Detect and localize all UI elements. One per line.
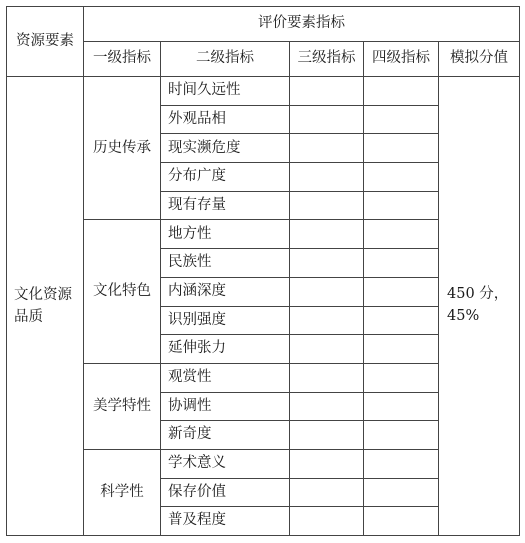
level3-cell bbox=[290, 77, 364, 106]
header-level2: 二级指标 bbox=[161, 42, 290, 77]
level2-item: 识别强度 bbox=[161, 306, 290, 335]
level2-item: 普及程度 bbox=[161, 507, 290, 536]
level2-item: 分布广度 bbox=[161, 163, 290, 192]
header-evaluation-indicators: 评价要素指标 bbox=[84, 7, 520, 42]
level4-cell bbox=[364, 392, 439, 421]
level4-cell bbox=[364, 306, 439, 335]
level4-cell bbox=[364, 77, 439, 106]
level3-cell bbox=[290, 220, 364, 249]
level3-cell bbox=[290, 277, 364, 306]
score-line1: 450 分， bbox=[447, 286, 509, 303]
level1-history: 历史传承 bbox=[84, 77, 161, 220]
level1-science: 科学性 bbox=[84, 449, 161, 535]
level4-cell bbox=[364, 421, 439, 450]
level3-cell bbox=[290, 105, 364, 134]
header-simulated-score: 模拟分值 bbox=[439, 42, 520, 77]
level3-cell bbox=[290, 306, 364, 335]
level3-cell bbox=[290, 163, 364, 192]
level4-cell bbox=[364, 105, 439, 134]
level2-item: 地方性 bbox=[161, 220, 290, 249]
level3-cell bbox=[290, 421, 364, 450]
level2-item: 保存价值 bbox=[161, 478, 290, 507]
header-level1: 一级指标 bbox=[84, 42, 161, 77]
level3-cell bbox=[290, 191, 364, 220]
level2-item: 延伸张力 bbox=[161, 335, 290, 364]
level3-cell bbox=[290, 392, 364, 421]
header-resource-element: 资源要素 bbox=[7, 7, 84, 77]
level4-cell bbox=[364, 507, 439, 536]
level4-cell bbox=[364, 277, 439, 306]
resource-name-cell bbox=[7, 77, 84, 536]
level2-item: 民族性 bbox=[161, 249, 290, 278]
table-row bbox=[7, 77, 520, 106]
level2-item: 外观品相 bbox=[161, 105, 290, 134]
level2-item: 现实濒危度 bbox=[161, 134, 290, 163]
level3-cell bbox=[290, 507, 364, 536]
level3-cell bbox=[290, 249, 364, 278]
level2-item: 协调性 bbox=[161, 392, 290, 421]
level2-item: 观赏性 bbox=[161, 363, 290, 392]
level3-cell bbox=[290, 478, 364, 507]
level2-item: 内涵深度 bbox=[161, 277, 290, 306]
table-container bbox=[6, 6, 520, 536]
level4-cell bbox=[364, 335, 439, 364]
evaluation-table bbox=[6, 6, 520, 536]
level3-cell bbox=[290, 335, 364, 364]
level4-cell bbox=[364, 220, 439, 249]
header-row-1 bbox=[7, 7, 520, 42]
level4-cell bbox=[364, 449, 439, 478]
level3-cell bbox=[290, 449, 364, 478]
header-row-2 bbox=[7, 42, 520, 77]
level1-culture: 文化特色 bbox=[84, 220, 161, 363]
level4-cell bbox=[364, 191, 439, 220]
level4-cell bbox=[364, 249, 439, 278]
level4-cell bbox=[364, 134, 439, 163]
level4-cell bbox=[364, 478, 439, 507]
resource-name-line1: 文化资源 bbox=[14, 286, 72, 303]
score-line2: 45% bbox=[447, 308, 480, 324]
level3-cell bbox=[290, 363, 364, 392]
level2-item: 新奇度 bbox=[161, 421, 290, 450]
level2-item: 现有存量 bbox=[161, 191, 290, 220]
level1-aesthetics: 美学特性 bbox=[84, 363, 161, 449]
level2-item: 时间久远性 bbox=[161, 77, 290, 106]
level4-cell bbox=[364, 363, 439, 392]
header-level3: 三级指标 bbox=[290, 42, 364, 77]
score-cell bbox=[439, 77, 520, 536]
level2-item: 学术意义 bbox=[161, 449, 290, 478]
level4-cell bbox=[364, 163, 439, 192]
header-level4: 四级指标 bbox=[364, 42, 439, 77]
resource-name-line2: 品质 bbox=[14, 309, 43, 325]
level3-cell bbox=[290, 134, 364, 163]
